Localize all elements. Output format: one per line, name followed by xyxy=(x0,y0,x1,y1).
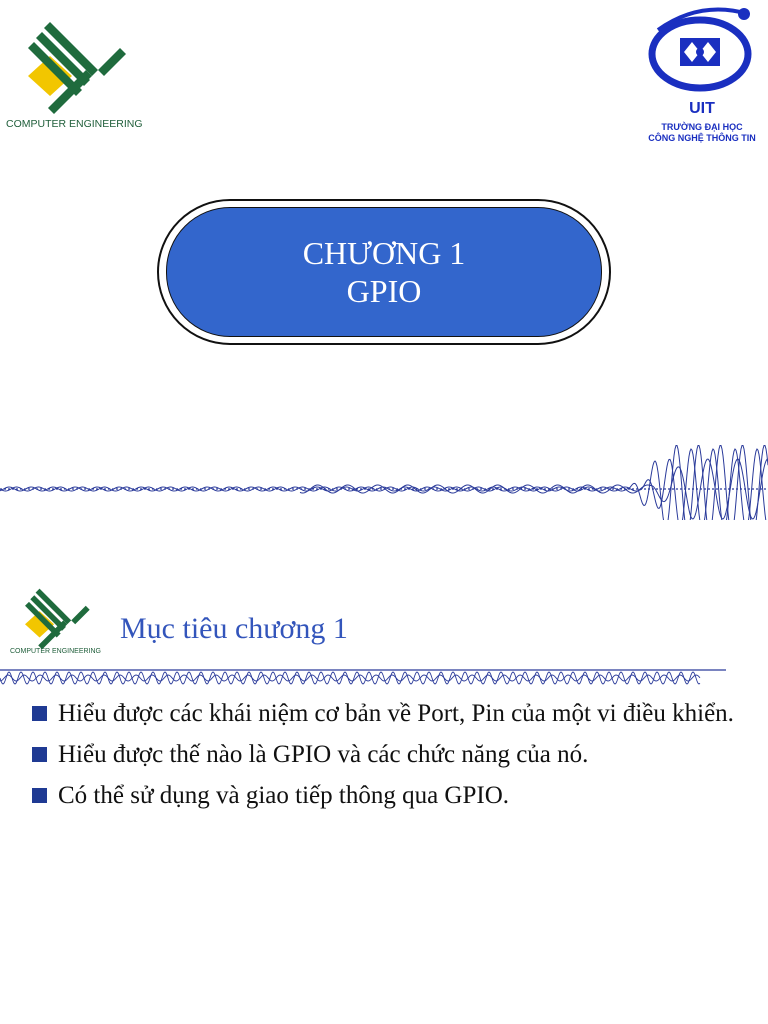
wave-decoration xyxy=(0,395,768,520)
objectives-slide xyxy=(0,540,768,1024)
ce-logo-caption-small: COMPUTER ENGINEERING xyxy=(10,648,102,655)
ce-emblem-icon xyxy=(6,18,156,118)
uit-logo xyxy=(640,4,764,144)
list-item-text: Có thể sử dụng và giao tiếp thông qua GPIO. xyxy=(58,782,510,809)
list-item xyxy=(30,780,750,812)
chapter-name: GPIO xyxy=(346,273,422,309)
heading-wave-decoration xyxy=(0,658,768,698)
list-item xyxy=(30,739,750,771)
uit-name: UIT xyxy=(689,100,715,117)
square-bullet-icon xyxy=(32,747,47,762)
uit-line2: CÔNG NGHỆ THÔNG TIN xyxy=(648,133,756,143)
ce-logo-caption: COMPUTER ENGINEERING xyxy=(6,118,143,130)
computer-engineering-logo xyxy=(6,18,156,133)
computer-engineering-logo-small xyxy=(10,586,110,666)
ce-emblem-icon-small xyxy=(10,586,110,652)
uit-emblem-icon xyxy=(640,4,764,100)
objectives-list xyxy=(30,698,750,821)
square-bullet-icon xyxy=(32,788,47,803)
list-item-text: Hiểu được các khái niệm cơ bản về Port, Pin của một vi điều khiển. xyxy=(58,700,734,727)
slide-heading: Mục tiêu chương 1 xyxy=(120,612,348,645)
uit-line1: TRƯỜNG ĐẠI HỌC xyxy=(661,122,743,132)
chapter-title-fill xyxy=(166,207,602,337)
chapter-title-box xyxy=(157,199,611,345)
square-bullet-icon xyxy=(32,706,47,721)
list-item xyxy=(30,698,750,730)
list-item-text: Hiểu được thế nào là GPIO và các chức năng của nó. xyxy=(58,741,589,768)
chapter-number: CHƯƠNG 1 xyxy=(302,235,466,271)
